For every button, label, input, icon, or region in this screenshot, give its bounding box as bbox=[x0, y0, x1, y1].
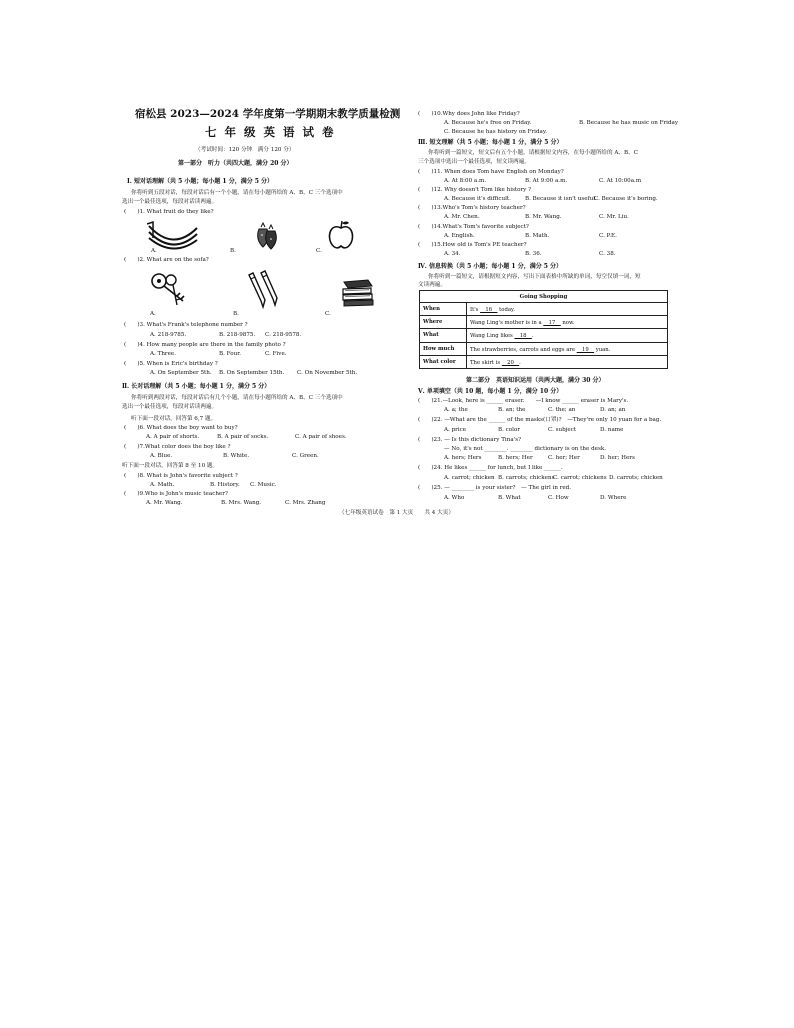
strawberries-icon bbox=[253, 221, 283, 251]
table-title: Going Shopping bbox=[420, 291, 668, 303]
question-7: ( )7.What color does the boy like ? bbox=[124, 444, 231, 450]
part1-title: 第一部分 听力（共四大题，满分 20 分） bbox=[178, 160, 293, 167]
q24-option-d: D. carrots; chicken bbox=[609, 475, 663, 481]
q4-option-c: C. Five. bbox=[265, 351, 287, 357]
books-icon bbox=[340, 278, 376, 308]
section2-title: Ⅱ. 长对话理解（共 5 小题；每小题 1 分，满分 5 分） bbox=[122, 383, 271, 390]
q9-option-c: C. Mrs. Zhang bbox=[285, 500, 326, 506]
q12-option-c: C. Because it's boring. bbox=[594, 196, 658, 202]
q22-option-d: D. name bbox=[600, 427, 624, 433]
q2-option-c: C. bbox=[325, 311, 331, 317]
q4-option-b: B. Four. bbox=[219, 351, 242, 357]
q22-option-c: C. subject bbox=[548, 427, 577, 433]
section2-desc-2: 选出一个最佳选项，每段对话读两遍。 bbox=[122, 404, 218, 410]
q24-option-b: B. carrots; chickens bbox=[498, 475, 555, 481]
blank-16[interactable]: 16 bbox=[480, 307, 498, 314]
q9-option-b: B. Mrs. Wang. bbox=[221, 500, 262, 506]
q2-option-b: B. bbox=[233, 311, 239, 317]
question-3: ( )3. What's Frank's telephone number ? bbox=[124, 322, 248, 328]
q12-option-b: B. Because it isn't useful. bbox=[525, 196, 597, 202]
q25-option-b: B. What bbox=[498, 495, 521, 501]
bananas-icon bbox=[145, 218, 201, 250]
q13-option-c: C. Mr. Liu. bbox=[599, 214, 629, 220]
q24-option-c: C. carrot; chickens bbox=[553, 475, 607, 481]
keys-icon bbox=[147, 271, 191, 309]
section1-title: Ⅰ. 短对话理解（共 5 小题；每小题 1 分，满分 5 分） bbox=[127, 178, 274, 185]
q4-option-a: A. Three. bbox=[150, 351, 177, 357]
section4-desc-1: 你将听到一篇短文，请根据短文内容，写出下面表格中所缺的单词，每空仅填一词，短 bbox=[428, 274, 641, 280]
part2-title: 第二部分 英语知识运用（共两大题，满分 30 分） bbox=[466, 377, 605, 384]
table-row-value: The skirt is 20 . bbox=[467, 355, 668, 368]
q23-option-a: A. hers; Hers bbox=[444, 455, 482, 461]
table-row bbox=[420, 355, 668, 368]
table-row-key: What bbox=[420, 329, 467, 342]
q15-option-c: C. 38. bbox=[599, 251, 616, 257]
blank-19[interactable]: 19 bbox=[576, 346, 595, 353]
q23-option-b: B. hers; Her bbox=[498, 455, 533, 461]
q10-option-b: B. Because he has music on Friday bbox=[579, 120, 679, 126]
q14-option-a: A. English. bbox=[444, 233, 475, 239]
question-8: ( )8. What is John's favorite subject ? bbox=[124, 473, 238, 479]
q9-option-a: A. Mr. Wang. bbox=[146, 500, 183, 506]
section4-title: Ⅳ. 信息转换（共 5 小题；每小题 1 分，满分 5 分） bbox=[418, 263, 563, 270]
q6-option-c: C. A pair of shoes. bbox=[295, 434, 347, 440]
q5-option-c: C. On November 5th. bbox=[297, 370, 358, 376]
q14-option-c: C. P.E. bbox=[599, 233, 617, 239]
q15-option-a: A. 34. bbox=[444, 251, 461, 257]
q3-option-c: C. 218-9578. bbox=[265, 332, 302, 338]
table-row bbox=[420, 303, 668, 316]
section2-sub-2: 听下面一段对话，回答第 8 至 10 题。 bbox=[122, 463, 219, 469]
page-footer: （七年级英语试卷 第 1 大页 共 4 大页） bbox=[339, 510, 454, 516]
question-10: ( )10.Why does John like Friday? bbox=[418, 111, 520, 117]
question-23: ( )23. — Is this dictionary Tina's? bbox=[418, 437, 522, 443]
q21-option-b: B. an; the bbox=[498, 407, 526, 413]
exam-title: 宿松县 2023—2024 学年度第一学期期末教学质量检测 bbox=[135, 108, 401, 120]
question-25: ( )25. — ________ is your sister? — The girl in red. bbox=[418, 485, 572, 491]
q22-option-a: A. price bbox=[444, 427, 467, 433]
q8-option-b: B. History. bbox=[210, 482, 240, 488]
q6-option-a: A. A pair of shorts. bbox=[146, 434, 200, 440]
question-12: ( )12. Why doesn't Tom like history ? bbox=[418, 187, 532, 193]
q1-option-a: A. bbox=[151, 248, 157, 254]
table-row bbox=[420, 316, 668, 329]
question-5: ( )5. When is Eric's birthday ? bbox=[124, 361, 218, 367]
table-row bbox=[420, 329, 668, 342]
q10-option-c: C. Because he has history on Friday. bbox=[444, 129, 548, 135]
table-row-key: How much bbox=[420, 342, 467, 355]
q24-option-a: A. carrot; chicken bbox=[444, 475, 495, 481]
table-row bbox=[420, 342, 668, 355]
table-row-value: Wang Ling likes 18 . bbox=[467, 329, 668, 342]
q1-option-b: B. bbox=[230, 248, 236, 254]
exam-info: （考试时间：120 分钟 满分 120 分） bbox=[195, 147, 295, 153]
question-9: ( )9.Who is John's music teacher? bbox=[124, 491, 228, 497]
q12-option-a: A. Because it's difficult. bbox=[444, 196, 511, 202]
section3-title: Ⅲ. 短文理解（共 5 小题；每小题 1 分，满分 5 分） bbox=[418, 139, 563, 146]
q3-option-b: B. 218-9875. bbox=[219, 332, 256, 338]
question-11: ( )11. When does Tom have English on Monday? bbox=[418, 169, 564, 175]
section1-desc-1: 你将听到五段对话，每段对话后有一个小题，请在每小题所给的 A、B、C 三个选项中 bbox=[131, 190, 343, 196]
question-2: ( )2. What are on the sofa? bbox=[124, 257, 209, 263]
section2-sub-1: 听下面一段对话，回答第 6,7 题。 bbox=[131, 416, 217, 422]
question-21: ( )21.—Look, here is ______ eraser. —I know ______ eraser is Mary's. bbox=[418, 398, 629, 404]
q25-option-d: D. Where bbox=[600, 495, 627, 501]
q11-option-c: C. At 10:00a.m bbox=[599, 178, 642, 184]
question-15: ( )15.How old is Tom's PE teacher? bbox=[418, 242, 527, 248]
q13-option-b: B. Mr. Wang. bbox=[525, 214, 562, 220]
question-6: ( )6. What does the boy want to buy? bbox=[124, 425, 238, 431]
question-13: ( )13.Who's Tom's history teacher? bbox=[418, 205, 526, 211]
q5-option-a: A. On September 5th. bbox=[150, 370, 212, 376]
q23-option-d: D. her; Hers bbox=[600, 455, 635, 461]
q21-option-d: D. an; an bbox=[600, 407, 626, 413]
q25-option-a: A. Who bbox=[444, 495, 465, 501]
q21-option-a: A. a; the bbox=[444, 407, 468, 413]
table-row-value: The strawberries, carrots and eggs are 19 yuan. bbox=[467, 342, 668, 355]
section3-desc-1: 你将听到一篇短文，短文后有五个小题，请根据短文内容，在每小题所给的 A、B、C bbox=[428, 150, 638, 156]
section1-desc-2: 选出一个最佳选项，每段对话读两遍。 bbox=[122, 199, 218, 205]
q7-option-c: C. Green. bbox=[292, 453, 319, 459]
table-row-key: When bbox=[420, 303, 467, 316]
q15-option-b: B. 36. bbox=[525, 251, 542, 257]
pens-icon bbox=[245, 269, 279, 309]
q7-option-b: B. White. bbox=[223, 453, 250, 459]
q1-option-c: C. bbox=[316, 248, 322, 254]
q14-option-b: B. Math. bbox=[525, 233, 550, 239]
q22-option-b: B. color bbox=[498, 427, 520, 433]
q13-option-a: A. Mr. Chen. bbox=[444, 214, 480, 220]
q8-option-c: C. Music. bbox=[250, 482, 277, 488]
q8-option-a: A. Math. bbox=[150, 482, 175, 488]
question-1: ( )1. What fruit do they like? bbox=[124, 209, 214, 215]
section4-desc-2: 文读两遍。 bbox=[418, 282, 446, 288]
question-22: ( )22. —What are the ______ of the masks(口罩)? —They're only 10 yuan for a bag. bbox=[418, 417, 662, 423]
table-row-key: Where bbox=[420, 316, 467, 329]
apple-icon bbox=[326, 219, 356, 251]
section2-desc-1: 你将听到两段对话，每段对话后有几个小题，请在每小题所给的 A、B、C 三个选项中 bbox=[131, 395, 343, 401]
blank-20[interactable]: 20 bbox=[501, 359, 520, 366]
q11-option-a: A. At 8:00 a.m. bbox=[444, 178, 487, 184]
q25-option-c: C. How bbox=[548, 495, 569, 501]
q7-option-a: A. Blue. bbox=[150, 453, 173, 459]
section5-title: Ⅴ. 单项填空（共 10 题，每小题 1 分，满分 10 分） bbox=[418, 388, 563, 395]
q10-option-a: A. Because he's free on Friday. bbox=[444, 120, 532, 126]
q2-option-a: A. bbox=[150, 311, 156, 317]
q11-option-b: B. At 9:00 a.m. bbox=[525, 178, 568, 184]
question-23-line-2: — No, it's not ________. ________ dictionary is on the desk. bbox=[444, 446, 607, 452]
question-4: ( )4. How many people are there in the family photo ? bbox=[124, 342, 286, 348]
q23-option-c: C. her; Her bbox=[548, 455, 580, 461]
exam-subtitle: 七 年 级 英 语 试 卷 bbox=[205, 125, 336, 139]
blank-18[interactable]: 18 bbox=[514, 333, 532, 340]
q21-option-c: C. the; an bbox=[548, 407, 576, 413]
going-shopping-table bbox=[419, 290, 668, 369]
question-24: ( )24. He likes ______ for lunch, but I like ______. bbox=[418, 465, 563, 471]
table-row-value: Wang Ling's mother is in a 17 now. bbox=[467, 316, 668, 329]
section3-desc-2: 三个选项中选出一个最佳选项，短文读两遍。 bbox=[418, 159, 530, 165]
table-row-value: It's 16 today. bbox=[467, 303, 668, 316]
question-14: ( )14.What's Tom's favorite subject? bbox=[418, 224, 529, 230]
q3-option-a: A. 218-9785. bbox=[150, 332, 187, 338]
blank-17[interactable]: 17 bbox=[543, 320, 561, 327]
table-row-key: What color bbox=[420, 355, 467, 368]
q5-option-b: B. On September 15th. bbox=[219, 370, 285, 376]
q6-option-b: B. A pair of socks. bbox=[217, 434, 269, 440]
